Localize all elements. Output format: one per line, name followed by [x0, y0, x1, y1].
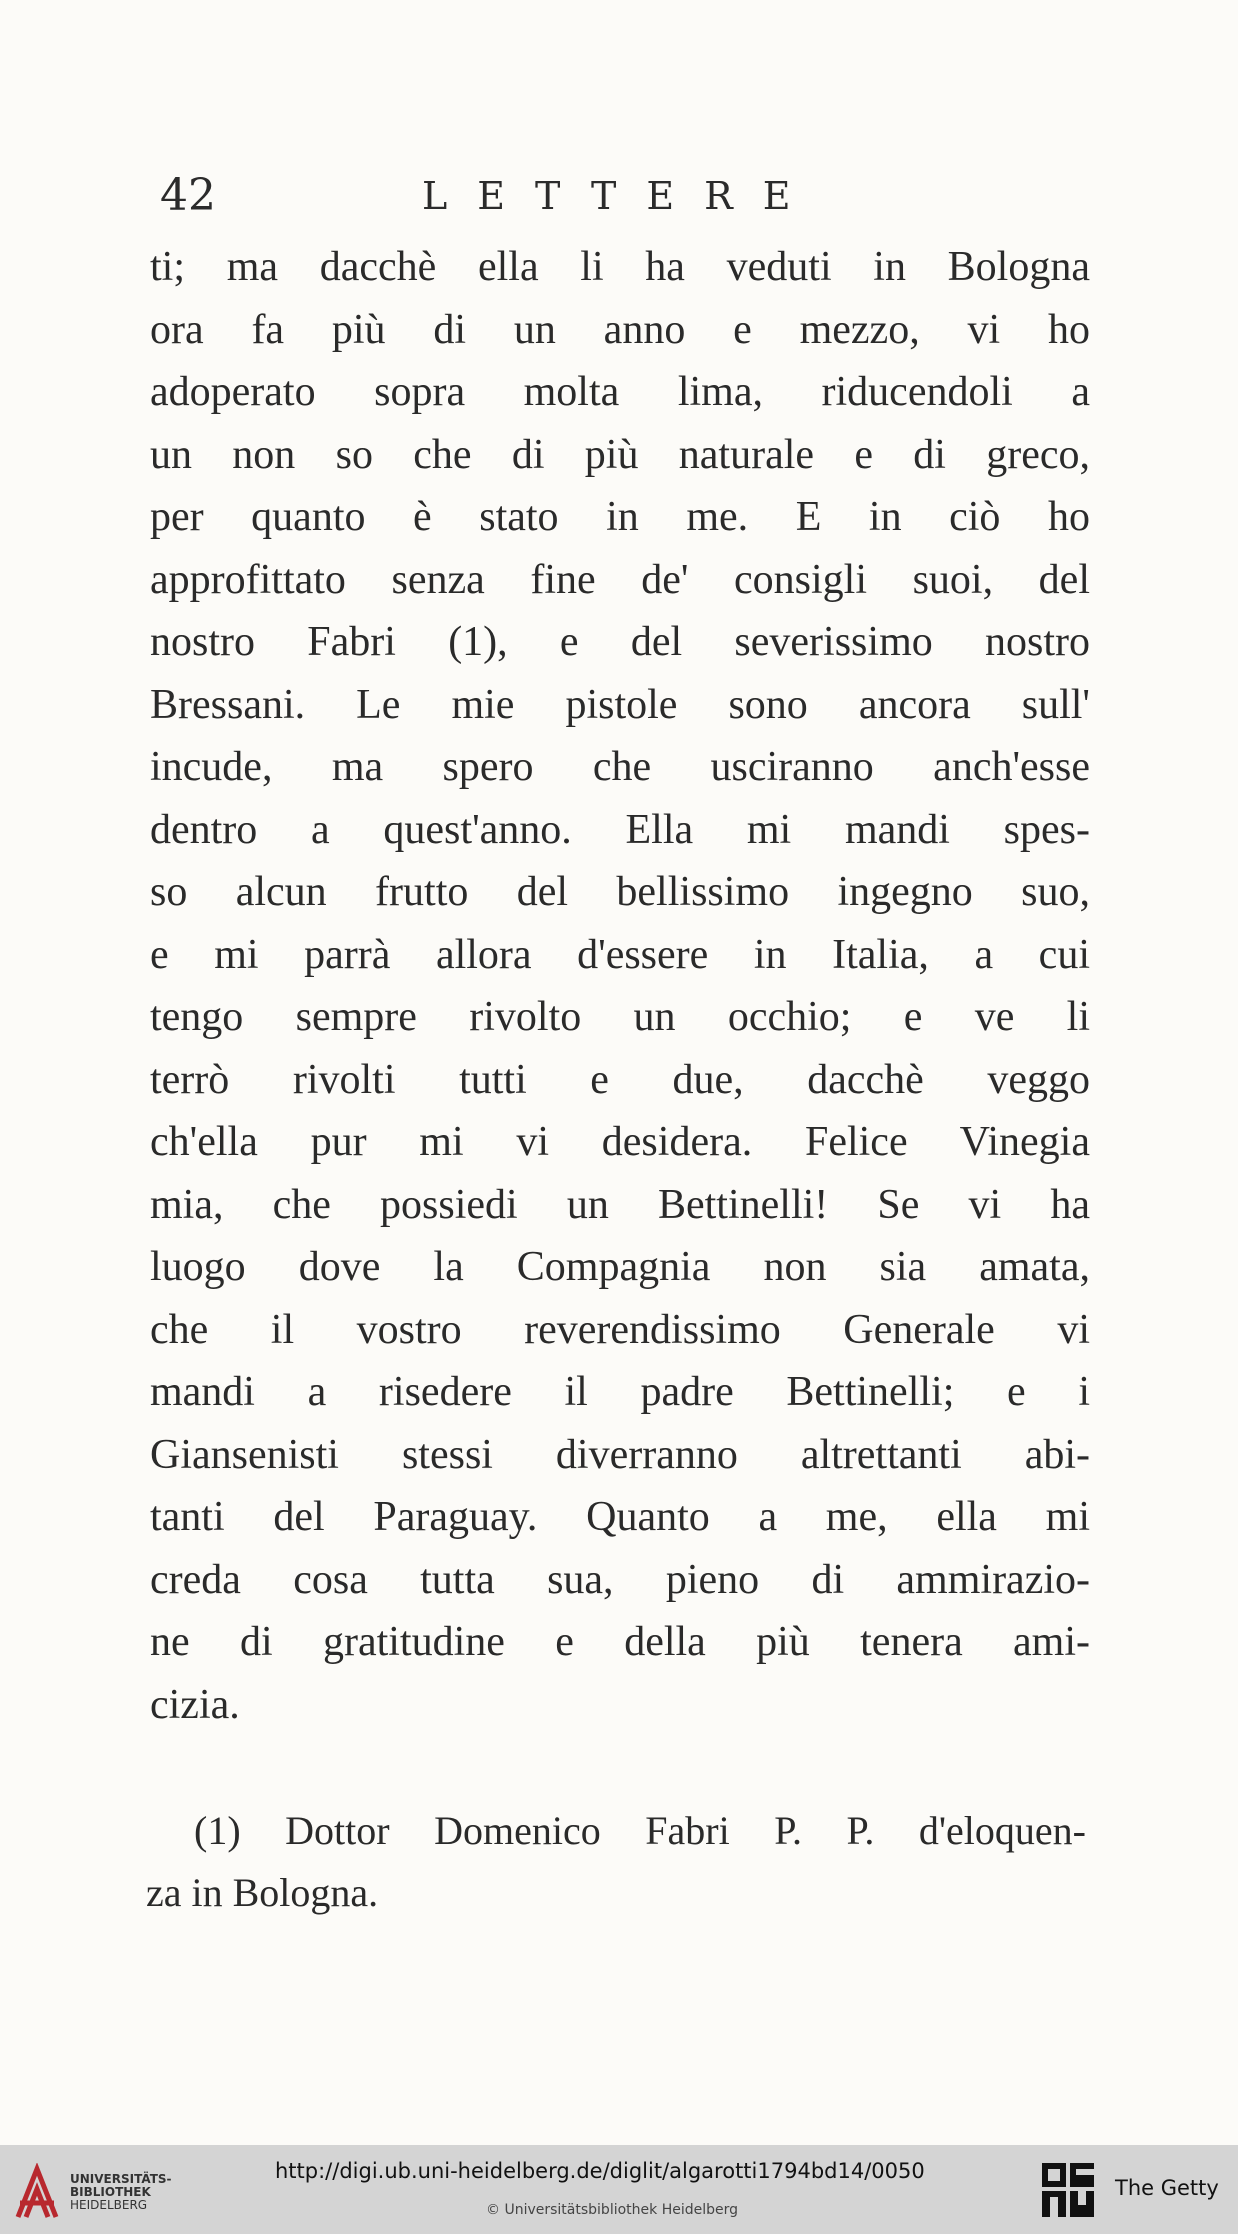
text-line: Bressani. Le mie pistole sono ancora sull'	[150, 681, 1090, 728]
library-name-line: BIBLIOTHEK	[70, 2185, 151, 2199]
text-line: mia, che possiedi un Bettinelli! Se vi ha	[150, 1181, 1090, 1228]
text-line: approfittato senza fine de' consigli suoi, del	[150, 556, 1090, 603]
page-header	[150, 170, 1090, 240]
text-line: cizia.	[150, 1681, 240, 1728]
getty-label[interactable]: The Getty	[1115, 2176, 1219, 2200]
text-line: terrò rivolti tutti e due, dacchè veggo	[150, 1056, 1090, 1103]
text-line: nostro Fabri (1), e del severissimo nostro	[150, 619, 1090, 665]
text-line: un non so che di più naturale e di greco,	[150, 431, 1090, 478]
running-title: LETTERE	[422, 174, 821, 218]
text-line: incude, ma spero che usciranno anch'esse	[150, 744, 1090, 790]
text-line: per quanto è stato in me. E in ciò ho	[150, 494, 1090, 540]
page-number: 42	[160, 170, 216, 221]
text-line: mandi a risedere il padre Bettinelli; e i	[150, 1369, 1090, 1415]
text-line: ne di gratitudine e della più tenera ami-	[150, 1619, 1090, 1665]
text-line: dentro a quest'anno. Ella mi mandi spes-	[150, 806, 1090, 853]
text-line: ti; ma dacchè ella li ha veduti in Bologna	[150, 244, 1090, 290]
library-name-line: UNIVERSITÄTS-	[70, 2172, 172, 2186]
text-line: che il vostro reverendissimo Generale vi	[150, 1306, 1090, 1353]
heidelberg-library-logo-icon	[14, 2163, 60, 2221]
library-name-line: HEIDELBERG	[70, 2198, 148, 2212]
text-line: adoperato sopra molta lima, riducendoli a	[150, 369, 1090, 415]
text-line: ch'ella pur mi vi desidera. Felice Vinegia	[150, 1119, 1090, 1165]
viewer-footer	[0, 2145, 1238, 2234]
footnote	[146, 1800, 1086, 1924]
letter-body	[150, 236, 1090, 1736]
text-line: luogo dove la Compagnia non sia amata,	[150, 1244, 1090, 1290]
library-logo[interactable]	[14, 2157, 172, 2223]
getty-logo-icon[interactable]	[1040, 2161, 1096, 2221]
permalink-url[interactable]: http://digi.ub.uni-heidelberg.de/diglit/algarotti1794bd14/0050	[275, 2159, 925, 2183]
footnote-line: za in Bologna.	[146, 1870, 379, 1915]
text-line: tengo sempre rivolto un occhio; e ve li	[150, 994, 1090, 1040]
text-line: so alcun frutto del bellissimo ingegno suo,	[150, 869, 1090, 915]
text-line: Giansenisti stessi diverranno altrettanti abi-	[150, 1431, 1090, 1478]
text-line: creda cosa tutta sua, pieno di ammirazio-	[150, 1556, 1090, 1603]
text-line: tanti del Paraguay. Quanto a me, ella mi	[150, 1494, 1090, 1540]
copyright-notice: © Universitätsbibliothek Heidelberg	[486, 2202, 739, 2218]
library-name	[70, 2173, 172, 2212]
text-line: ora fa più di un anno e mezzo, vi ho	[150, 306, 1090, 353]
footnote-line: (1) Dottor Domenico Fabri P. P. d'eloquen-	[194, 1808, 1086, 1853]
text-line: e mi parrà allora d'essere in Italia, a cui	[150, 931, 1090, 978]
